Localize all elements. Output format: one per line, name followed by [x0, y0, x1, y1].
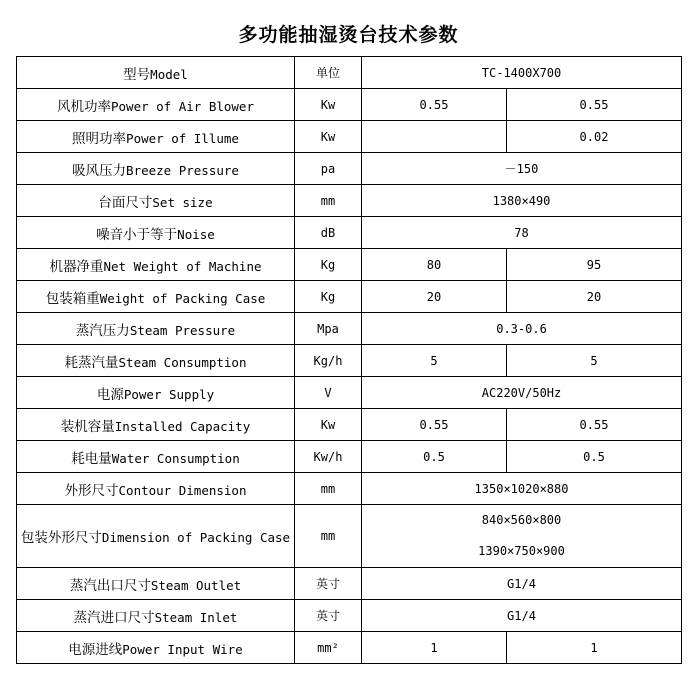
page-title: 多功能抽湿烫台技术参数	[238, 24, 459, 46]
unit-cell: mm²	[295, 632, 362, 664]
value-line: 840×560×800	[481, 513, 562, 527]
table-row	[17, 217, 682, 249]
model-header: TC-1400X700	[362, 57, 682, 89]
table-row	[17, 377, 682, 409]
unit-header: 单位	[295, 57, 362, 89]
value-cell: 0.5	[507, 441, 682, 473]
param-cell: 蒸汽进口尺寸Steam Inlet	[17, 600, 295, 632]
param-cell: 电源进线Power Input Wire	[17, 632, 295, 664]
unit-cell: Kg	[295, 249, 362, 281]
param-cell: 吸风压力Breeze Pressure	[17, 153, 295, 185]
table-row	[17, 89, 682, 121]
value-cell: 95	[507, 249, 682, 281]
unit-cell: Kg/h	[295, 345, 362, 377]
unit-cell: V	[295, 377, 362, 409]
table-row	[17, 505, 682, 568]
unit-cell: Kg	[295, 281, 362, 313]
param-cell: 风机功率Power of Air Blower	[17, 89, 295, 121]
param-cell: 台面尺寸Set size	[17, 185, 295, 217]
value-cell: 0.55	[507, 409, 682, 441]
spec-table	[16, 56, 682, 664]
value-cell: 5	[362, 345, 507, 377]
param-cell: 机器净重Net Weight of Machine	[17, 249, 295, 281]
param-cell: 耗蒸汽量Steam Consumption	[17, 345, 295, 377]
table-row	[17, 473, 682, 505]
table-header-row	[17, 57, 682, 89]
value-cell: 0.55	[507, 89, 682, 121]
unit-cell: Kw/h	[295, 441, 362, 473]
table-row	[17, 632, 682, 664]
unit-cell: mm	[295, 505, 362, 568]
value-cell: 1380×490	[362, 185, 682, 217]
param-cell: 蒸汽出口尺寸Steam Outlet	[17, 568, 295, 600]
unit-cell: mm	[295, 473, 362, 505]
param-cell: 照明功率Power of Illume	[17, 121, 295, 153]
table-row	[17, 185, 682, 217]
value-cell: 80	[362, 249, 507, 281]
table-row	[17, 409, 682, 441]
table-row	[17, 249, 682, 281]
value-cell: 20	[507, 281, 682, 313]
param-cell: 蒸汽压力Steam Pressure	[17, 313, 295, 345]
value-cell: 1	[362, 632, 507, 664]
table-row	[17, 121, 682, 153]
value-cell: 20	[362, 281, 507, 313]
table-row	[17, 345, 682, 377]
table-row	[17, 600, 682, 632]
value-cell: G1/4	[362, 568, 682, 600]
param-cell: 耗电量Water Consumption	[17, 441, 295, 473]
param-cell: 电源Power Supply	[17, 377, 295, 409]
value-cell: 5	[507, 345, 682, 377]
unit-cell: Kw	[295, 409, 362, 441]
unit-cell: pa	[295, 153, 362, 185]
param-header: 型号Model	[17, 57, 295, 89]
value-cell: 1	[507, 632, 682, 664]
param-cell: 外形尺寸Contour Dimension	[17, 473, 295, 505]
unit-cell: Mpa	[295, 313, 362, 345]
value-cell: AC220V/50Hz	[362, 377, 682, 409]
unit-cell: mm	[295, 185, 362, 217]
table-row	[17, 441, 682, 473]
table-row	[17, 281, 682, 313]
param-cell: 装机容量Installed Capacity	[17, 409, 295, 441]
value-cell: 0.5	[362, 441, 507, 473]
unit-cell: 英寸	[295, 600, 362, 632]
value-cell: －150	[362, 153, 682, 185]
value-line: 1390×750×900	[478, 544, 565, 558]
param-cell: 包装外形尺寸Dimension of Packing Case	[17, 505, 295, 568]
unit-cell: Kw	[295, 121, 362, 153]
value-cell: 0.3-0.6	[362, 313, 682, 345]
value-cell: G1/4	[362, 600, 682, 632]
param-cell: 包装箱重Weight of Packing Case	[17, 281, 295, 313]
value-cell: 1350×1020×880	[362, 473, 682, 505]
table-row	[17, 313, 682, 345]
value-cell	[362, 505, 682, 568]
param-cell: 噪音小于等于Noise	[17, 217, 295, 249]
value-cell: 78	[362, 217, 682, 249]
unit-cell: dB	[295, 217, 362, 249]
value-cell: 0.02	[507, 121, 682, 153]
value-cell: 0.55	[362, 409, 507, 441]
unit-cell: 英寸	[295, 568, 362, 600]
value-cell	[362, 121, 507, 153]
value-cell: 0.55	[362, 89, 507, 121]
unit-cell: Kw	[295, 89, 362, 121]
table-row	[17, 568, 682, 600]
table-row	[17, 153, 682, 185]
